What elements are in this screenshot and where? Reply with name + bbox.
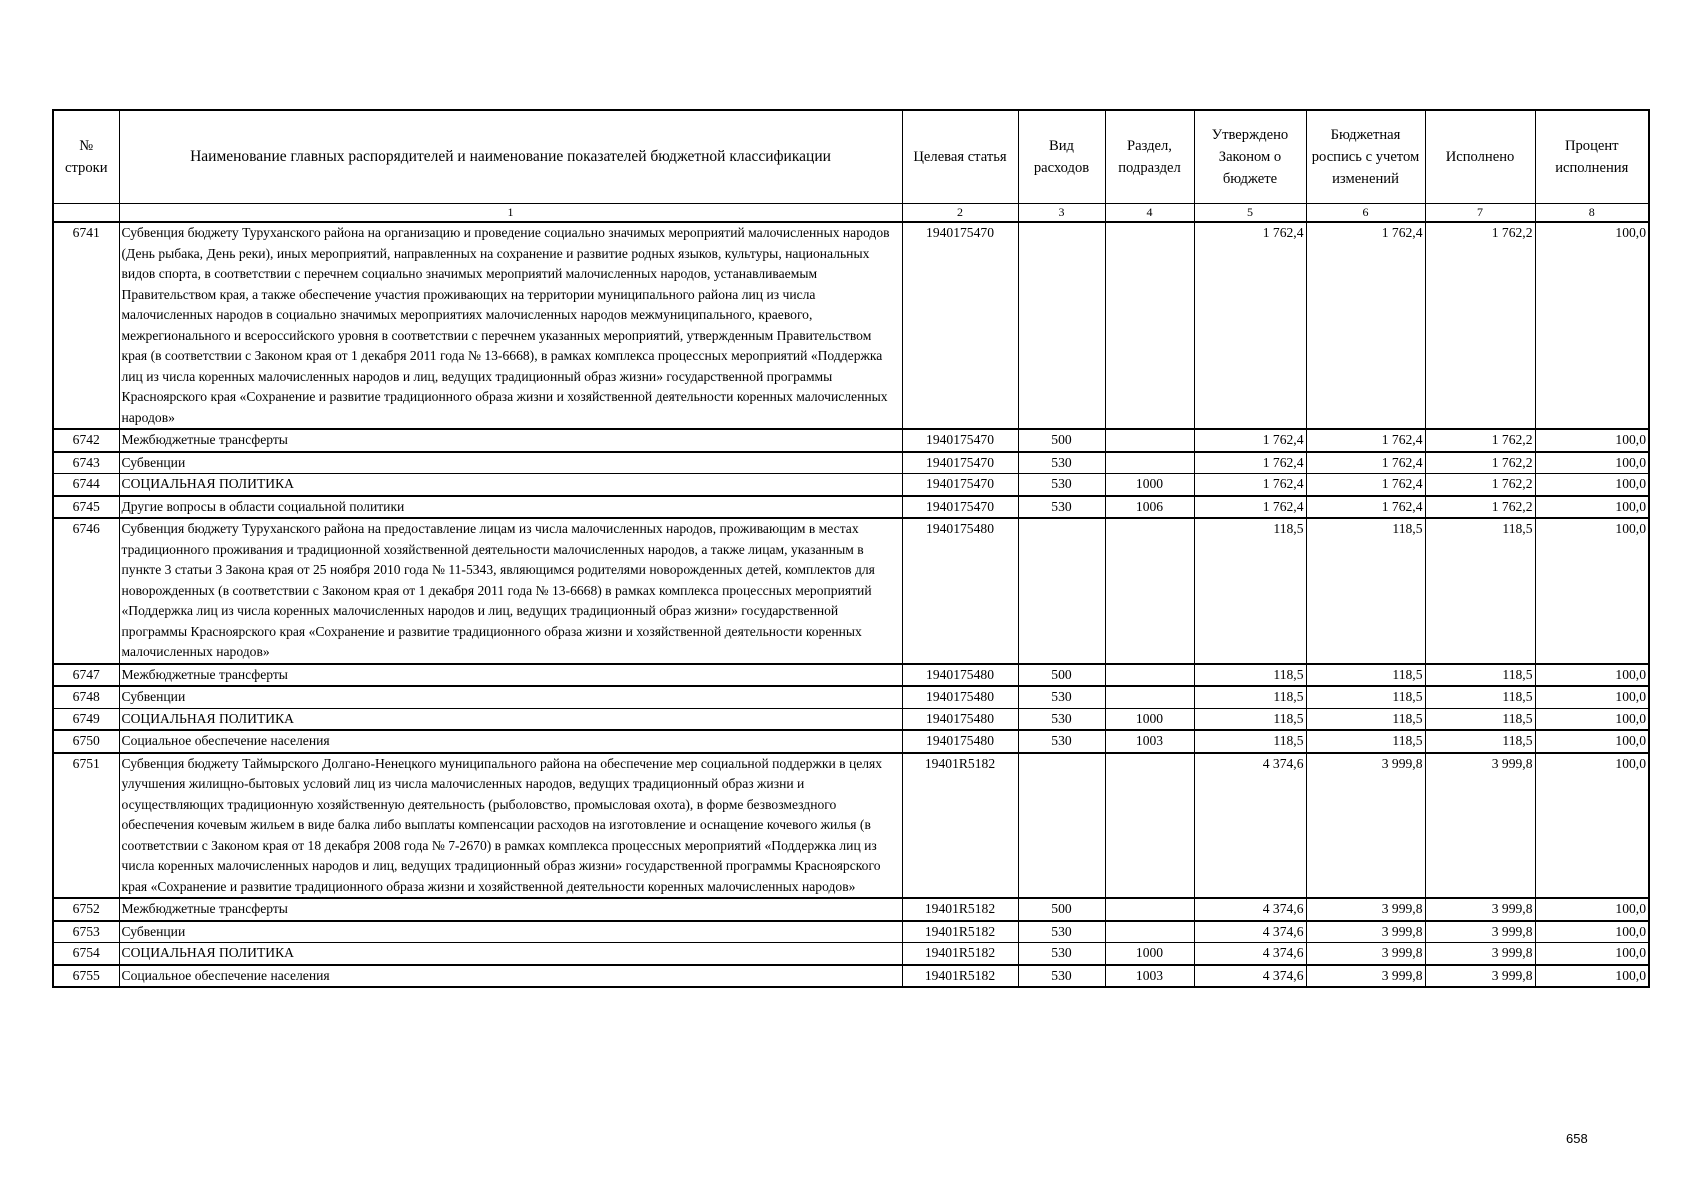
section-cell: 1000 bbox=[1105, 708, 1194, 730]
budget-roster-cell: 1 762,4 bbox=[1306, 496, 1425, 519]
budget-roster-cell: 118,5 bbox=[1306, 730, 1425, 753]
budget-roster-cell: 3 999,8 bbox=[1306, 753, 1425, 899]
target-article-cell: 1940175480 bbox=[902, 518, 1018, 664]
executed-cell: 118,5 bbox=[1425, 730, 1535, 753]
approved-cell: 1 762,4 bbox=[1194, 452, 1306, 474]
executed-cell: 1 762,2 bbox=[1425, 496, 1535, 519]
target-article-cell: 19401R5182 bbox=[902, 965, 1018, 988]
row-name-cell: СОЦИАЛЬНАЯ ПОЛИТИКА bbox=[119, 708, 902, 730]
percent-cell: 100,0 bbox=[1535, 943, 1649, 965]
budget-roster-cell: 1 762,4 bbox=[1306, 429, 1425, 452]
row-number-cell: 6742 bbox=[53, 429, 119, 452]
column-number: 4 bbox=[1105, 204, 1194, 223]
budget-execution-table bbox=[52, 109, 1650, 988]
section-cell: 1006 bbox=[1105, 496, 1194, 519]
approved-cell: 4 374,6 bbox=[1194, 965, 1306, 988]
executed-cell: 3 999,8 bbox=[1425, 921, 1535, 943]
row-number-cell: 6750 bbox=[53, 730, 119, 753]
page-number: 658 bbox=[1566, 1131, 1588, 1146]
header-expense-type: Вид расходов bbox=[1018, 110, 1105, 204]
target-article-cell: 19401R5182 bbox=[902, 921, 1018, 943]
expense-type-cell: 530 bbox=[1018, 452, 1105, 474]
row-number-cell: 6745 bbox=[53, 496, 119, 519]
expense-type-cell bbox=[1018, 518, 1105, 664]
row-number-cell: 6752 bbox=[53, 898, 119, 921]
column-number: 7 bbox=[1425, 204, 1535, 223]
percent-cell: 100,0 bbox=[1535, 708, 1649, 730]
percent-cell: 100,0 bbox=[1535, 898, 1649, 921]
approved-cell: 4 374,6 bbox=[1194, 753, 1306, 899]
approved-cell: 118,5 bbox=[1194, 708, 1306, 730]
row-name-cell: Субвенции bbox=[119, 686, 902, 708]
expense-type-cell: 500 bbox=[1018, 664, 1105, 687]
percent-cell: 100,0 bbox=[1535, 921, 1649, 943]
section-cell: 1003 bbox=[1105, 730, 1194, 753]
table-row bbox=[53, 474, 1649, 496]
executed-cell: 3 999,8 bbox=[1425, 965, 1535, 988]
executed-cell: 118,5 bbox=[1425, 708, 1535, 730]
expense-type-cell bbox=[1018, 753, 1105, 899]
table-row bbox=[53, 222, 1649, 429]
budget-roster-cell: 3 999,8 bbox=[1306, 943, 1425, 965]
header-executed: Исполнено bbox=[1425, 110, 1535, 204]
header-row bbox=[53, 110, 1649, 204]
row-name-cell: Межбюджетные трансферты bbox=[119, 664, 902, 687]
approved-cell: 118,5 bbox=[1194, 664, 1306, 687]
header-row-number: № строки bbox=[53, 110, 119, 204]
executed-cell: 118,5 bbox=[1425, 518, 1535, 664]
column-number: 5 bbox=[1194, 204, 1306, 223]
row-name-cell: Субвенция бюджету Таймырского Долгано-Ненецкого муниципального района на обеспечение мер социальной поддержки в целях улучшения жилищно-бытовых условий лиц из числа малочисленных народов, ведущих традиционный образ жизни и осуществляющих традиционную хозяйственную деятельность (рыболовство, промысловая охота), в форме безвозмездного обеспечения кочевым жильем в виде балка либо выплаты компенсации расходов на изготовление и оснащение кочевого жилья (в соответствии с Законом края от 18 декабря 2008 года № 7-2670) в рамках комплекса процессных мероприятий «Поддержка лиц из числа коренных малочисленных народов и лиц, ведущих традиционный образ жизни» государственной программы Красноярского края «Сохранение и развитие традиционного образа жизни и хозяйственной деятельности коренных малочисленных народов» bbox=[119, 753, 902, 899]
section-cell: 1000 bbox=[1105, 474, 1194, 496]
column-number: 3 bbox=[1018, 204, 1105, 223]
table-row bbox=[53, 664, 1649, 687]
target-article-cell: 1940175470 bbox=[902, 429, 1018, 452]
executed-cell: 1 762,2 bbox=[1425, 452, 1535, 474]
percent-cell: 100,0 bbox=[1535, 730, 1649, 753]
column-number: 8 bbox=[1535, 204, 1649, 223]
column-number-row bbox=[53, 204, 1649, 223]
percent-cell: 100,0 bbox=[1535, 429, 1649, 452]
row-number-cell: 6751 bbox=[53, 753, 119, 899]
budget-roster-cell: 1 762,4 bbox=[1306, 452, 1425, 474]
expense-type-cell: 530 bbox=[1018, 965, 1105, 988]
section-cell bbox=[1105, 452, 1194, 474]
executed-cell: 3 999,8 bbox=[1425, 753, 1535, 899]
section-cell bbox=[1105, 429, 1194, 452]
percent-cell: 100,0 bbox=[1535, 965, 1649, 988]
target-article-cell: 1940175470 bbox=[902, 474, 1018, 496]
executed-cell: 118,5 bbox=[1425, 686, 1535, 708]
table-row bbox=[53, 943, 1649, 965]
approved-cell: 1 762,4 bbox=[1194, 429, 1306, 452]
column-number: 2 bbox=[902, 204, 1018, 223]
table-row bbox=[53, 429, 1649, 452]
approved-cell: 118,5 bbox=[1194, 518, 1306, 664]
table-row bbox=[53, 452, 1649, 474]
target-article-cell: 19401R5182 bbox=[902, 753, 1018, 899]
row-name-cell: Социальное обеспечение населения bbox=[119, 965, 902, 988]
section-cell: 1000 bbox=[1105, 943, 1194, 965]
approved-cell: 1 762,4 bbox=[1194, 474, 1306, 496]
expense-type-cell: 500 bbox=[1018, 429, 1105, 452]
row-number-cell: 6744 bbox=[53, 474, 119, 496]
expense-type-cell: 530 bbox=[1018, 921, 1105, 943]
column-number bbox=[53, 204, 119, 223]
target-article-cell: 1940175480 bbox=[902, 730, 1018, 753]
header-name: Наименование главных распорядителей и наименование показателей бюджетной классификации bbox=[119, 110, 902, 204]
row-name-cell: Социальное обеспечение населения bbox=[119, 730, 902, 753]
budget-roster-cell: 118,5 bbox=[1306, 664, 1425, 687]
expense-type-cell: 530 bbox=[1018, 474, 1105, 496]
expense-type-cell: 530 bbox=[1018, 708, 1105, 730]
target-article-cell: 19401R5182 bbox=[902, 943, 1018, 965]
table-row bbox=[53, 518, 1649, 664]
section-cell bbox=[1105, 898, 1194, 921]
approved-cell: 4 374,6 bbox=[1194, 943, 1306, 965]
percent-cell: 100,0 bbox=[1535, 474, 1649, 496]
budget-roster-cell: 3 999,8 bbox=[1306, 921, 1425, 943]
percent-cell: 100,0 bbox=[1535, 753, 1649, 899]
row-name-cell: Межбюджетные трансферты bbox=[119, 898, 902, 921]
row-number-cell: 6755 bbox=[53, 965, 119, 988]
budget-roster-cell: 118,5 bbox=[1306, 686, 1425, 708]
percent-cell: 100,0 bbox=[1535, 452, 1649, 474]
row-number-cell: 6753 bbox=[53, 921, 119, 943]
target-article-cell: 19401R5182 bbox=[902, 898, 1018, 921]
row-number-cell: 6748 bbox=[53, 686, 119, 708]
row-name-cell: Субвенция бюджету Туруханского района на предоставление лицам из числа малочисленных народов, проживающим в местах традиционного проживания и традиционной хозяйственной деятельности малочисленных народов, а также лицам, указанным в пункте 3 статьи 3 Закона края от 25 ноября 2010 года № 11-5343, являющимся родителями новорожденных детей, комплектов для новорожденных (в соответствии с Законом края от 1 декабря 2011 года № 13-6668) в рамках комплекса процессных мероприятий «Поддержка лиц из числа коренных малочисленных народов и лиц, ведущих традиционный образ жизни» государственной программы Красноярского края «Сохранение и развитие традиционного образа жизни и хозяйственной деятельности коренных малочисленных народов» bbox=[119, 518, 902, 664]
expense-type-cell: 530 bbox=[1018, 686, 1105, 708]
row-number-cell: 6741 bbox=[53, 222, 119, 429]
percent-cell: 100,0 bbox=[1535, 496, 1649, 519]
executed-cell: 1 762,2 bbox=[1425, 222, 1535, 429]
header-target-article: Целевая статья bbox=[902, 110, 1018, 204]
expense-type-cell: 530 bbox=[1018, 943, 1105, 965]
row-name-cell: Субвенция бюджету Туруханского района на организацию и проведение социально значимых мероприятий малочисленных народов (День рыбака, День реки), иных мероприятий, направленных на сохранение и развитие родных языков, культуры, национальных видов спорта, в соответствии с перечнем социально значимых мероприятий малочисленных народов, устанавливаемым Правительством края, а также обеспечение участия проживающих на территории муниципального района лиц из числа малочисленных народов в социально значимых мероприятиях малочисленных народов межмуниципального, краевого, межрегионального и всероссийского уровня в соответствии с перечнем указанных мероприятий, утвержденным Правительством края (в соответствии с Законом края от 1 декабря 2011 года № 13-6668), в рамках комплекса процессных мероприятий «Поддержка лиц из числа коренных малочисленных народов и лиц, ведущих традиционный образ жизни» государственной программы Красноярского края «Сохранение и развитие традиционного образа жизни и хозяйственной деятельности коренных малочисленных народов» bbox=[119, 222, 902, 429]
executed-cell: 3 999,8 bbox=[1425, 898, 1535, 921]
budget-roster-cell: 3 999,8 bbox=[1306, 898, 1425, 921]
table-row bbox=[53, 898, 1649, 921]
row-name-cell: Межбюджетные трансферты bbox=[119, 429, 902, 452]
section-cell: 1003 bbox=[1105, 965, 1194, 988]
target-article-cell: 1940175480 bbox=[902, 686, 1018, 708]
target-article-cell: 1940175470 bbox=[902, 496, 1018, 519]
table-row bbox=[53, 496, 1649, 519]
table-row bbox=[53, 708, 1649, 730]
table-row bbox=[53, 965, 1649, 988]
executed-cell: 118,5 bbox=[1425, 664, 1535, 687]
table-row bbox=[53, 921, 1649, 943]
section-cell bbox=[1105, 686, 1194, 708]
section-cell bbox=[1105, 753, 1194, 899]
target-article-cell: 1940175470 bbox=[902, 452, 1018, 474]
expense-type-cell: 530 bbox=[1018, 730, 1105, 753]
column-number: 1 bbox=[119, 204, 902, 223]
header-approved: Утверждено Законом о бюджете bbox=[1194, 110, 1306, 204]
section-cell bbox=[1105, 222, 1194, 429]
budget-roster-cell: 1 762,4 bbox=[1306, 222, 1425, 429]
table-row bbox=[53, 730, 1649, 753]
row-name-cell: Другие вопросы в области социальной политики bbox=[119, 496, 902, 519]
target-article-cell: 1940175480 bbox=[902, 664, 1018, 687]
column-number: 6 bbox=[1306, 204, 1425, 223]
percent-cell: 100,0 bbox=[1535, 686, 1649, 708]
row-name-cell: СОЦИАЛЬНАЯ ПОЛИТИКА bbox=[119, 474, 902, 496]
budget-roster-cell: 118,5 bbox=[1306, 518, 1425, 664]
header-section: Раздел, подраздел bbox=[1105, 110, 1194, 204]
section-cell bbox=[1105, 921, 1194, 943]
row-name-cell: Субвенции bbox=[119, 452, 902, 474]
header-budget-roster: Бюджетная роспись с учетом изменений bbox=[1306, 110, 1425, 204]
table-row bbox=[53, 753, 1649, 899]
section-cell bbox=[1105, 518, 1194, 664]
row-name-cell: СОЦИАЛЬНАЯ ПОЛИТИКА bbox=[119, 943, 902, 965]
executed-cell: 3 999,8 bbox=[1425, 943, 1535, 965]
budget-roster-cell: 3 999,8 bbox=[1306, 965, 1425, 988]
approved-cell: 4 374,6 bbox=[1194, 898, 1306, 921]
row-number-cell: 6749 bbox=[53, 708, 119, 730]
approved-cell: 118,5 bbox=[1194, 686, 1306, 708]
executed-cell: 1 762,2 bbox=[1425, 474, 1535, 496]
row-number-cell: 6746 bbox=[53, 518, 119, 664]
row-number-cell: 6743 bbox=[53, 452, 119, 474]
expense-type-cell bbox=[1018, 222, 1105, 429]
row-number-cell: 6754 bbox=[53, 943, 119, 965]
section-cell bbox=[1105, 664, 1194, 687]
approved-cell: 1 762,4 bbox=[1194, 496, 1306, 519]
row-name-cell: Субвенции bbox=[119, 921, 902, 943]
expense-type-cell: 530 bbox=[1018, 496, 1105, 519]
percent-cell: 100,0 bbox=[1535, 222, 1649, 429]
header-percent: Процент исполнения bbox=[1535, 110, 1649, 204]
percent-cell: 100,0 bbox=[1535, 664, 1649, 687]
approved-cell: 4 374,6 bbox=[1194, 921, 1306, 943]
approved-cell: 1 762,4 bbox=[1194, 222, 1306, 429]
budget-roster-cell: 1 762,4 bbox=[1306, 474, 1425, 496]
table-row bbox=[53, 686, 1649, 708]
percent-cell: 100,0 bbox=[1535, 518, 1649, 664]
expense-type-cell: 500 bbox=[1018, 898, 1105, 921]
target-article-cell: 1940175480 bbox=[902, 708, 1018, 730]
row-number-cell: 6747 bbox=[53, 664, 119, 687]
approved-cell: 118,5 bbox=[1194, 730, 1306, 753]
target-article-cell: 1940175470 bbox=[902, 222, 1018, 429]
executed-cell: 1 762,2 bbox=[1425, 429, 1535, 452]
budget-roster-cell: 118,5 bbox=[1306, 708, 1425, 730]
